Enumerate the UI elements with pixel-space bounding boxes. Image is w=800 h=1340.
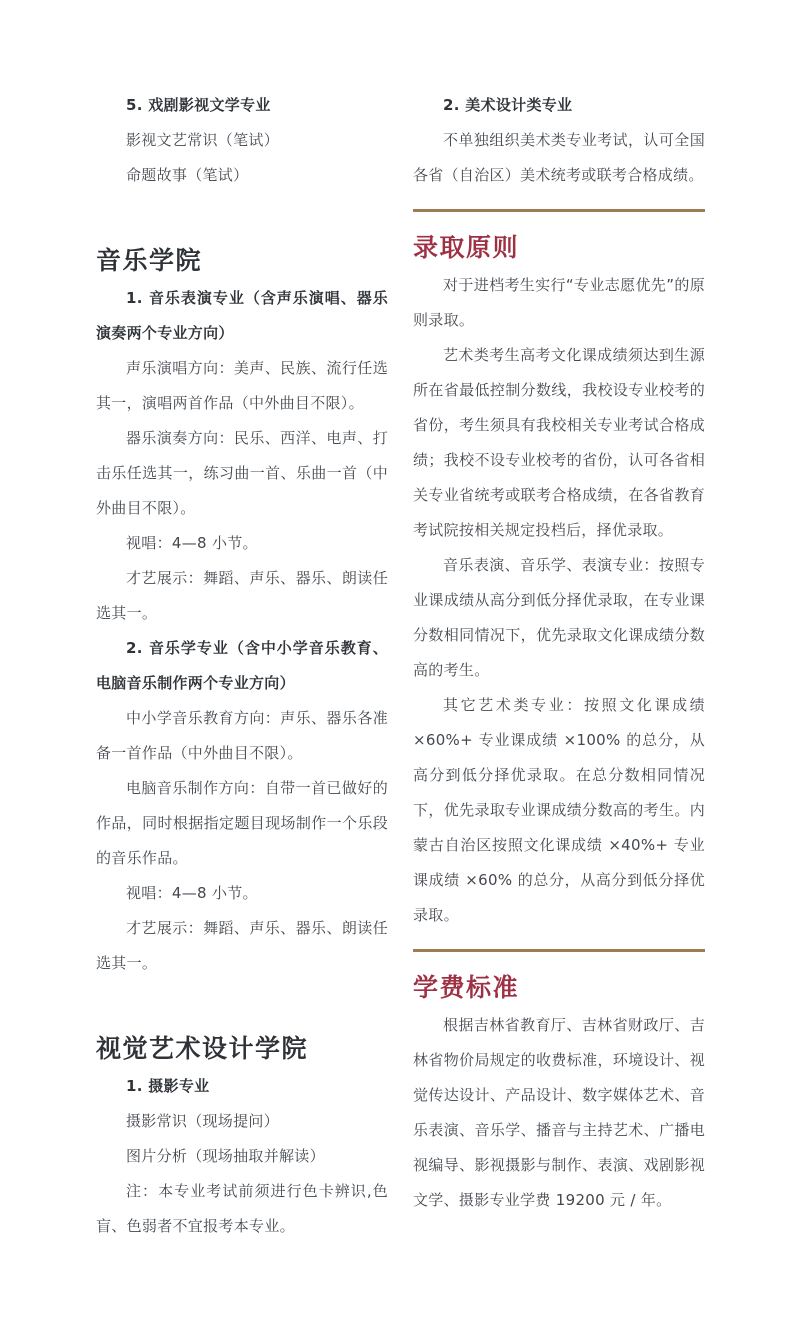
talent-show-item: 才艺展示：舞蹈、声乐、器乐、朗读任选其一。 [96, 569, 388, 622]
music-performance-major-heading: 1. 音乐表演专业（含声乐演唱、器乐演奏两个专业方向） [96, 289, 388, 342]
tuition-fee-paragraph: 根据吉林省教育厅、吉林省财政厅、吉林省物价局规定的收费标准，环境设计、视觉传达设计、产品设计、数字媒体艺术、音乐表演、音乐学、播音与主持艺术、广播电视编导、影视摄影与制作、表演、戏剧影视文学、摄影专业学费 19200 元 / 年。 [413, 1016, 705, 1209]
sight-singing-item: 视唱：4—8 小节。 [126, 884, 258, 902]
exam-item-themed-story: 命题故事（笔试） [126, 166, 249, 184]
visual-art-design-college-heading: 视觉艺术设计学院 [96, 1034, 309, 1063]
music-college-heading: 音乐学院 [96, 246, 203, 275]
vocal-direction-paragraph: 声乐演唱方向：美声、民族、流行任选其一，演唱两首作品（中外曲目不限）。 [96, 359, 388, 412]
computer-music-paragraph: 电脑音乐制作方向：自带一首已做好的作品，同时根据指定题目现场制作一个乐段的音乐作品。 [96, 779, 388, 867]
culture-score-requirement-paragraph: 艺术类考生高考文化课成绩须达到生源所在省最低控制分数线，我校设专业校考的省份，考生须具有我校相关专业考试合格成绩；我校不设专业校考的省份，认可各省相关专业省统考或联考合格成绩，在各省教育考试院按相关规定投档后，择优录取。 [413, 346, 705, 539]
instrument-direction-paragraph: 器乐演奏方向：民乐、西洋、电声、打击乐任选其一，练习曲一首、乐曲一首（中外曲目不限）。 [96, 429, 388, 517]
exam-item-photography-knowledge: 摄影常识（现场提问） [126, 1112, 280, 1130]
talent-show-item: 才艺展示：舞蹈、声乐、器乐、朗读任选其一。 [96, 919, 388, 972]
art-design-recognition-paragraph: 不单独组织美术类专业考试，认可全国各省（自治区）美术统考或联考合格成绩。 [413, 131, 705, 184]
exam-item-film-literary-knowledge: 影视文艺常识（笔试） [126, 131, 280, 149]
other-art-majors-admission-paragraph: 其它艺术类专业：按照文化课成绩 ×60%+ 专业课成绩 ×100% 的总分，从高分到低分择优录取。在总分数相同情况下，优先录取专业课成绩分数高的考生。内蒙古自治区按照文化课成绩 ×40%+ 专业课成绩 ×60% 的总分，从高分到低分择优录取。 [413, 696, 705, 924]
exam-item-picture-analysis: 图片分析（现场抽取并解读） [126, 1147, 325, 1165]
musicology-major-heading: 2. 音乐学专业（含中小学音乐教育、电脑音乐制作两个专业方向） [96, 639, 388, 692]
drama-film-literature-major-heading: 5. 戏剧影视文学专业 [126, 96, 271, 114]
art-design-majors-heading: 2. 美术设计类专业 [443, 96, 573, 114]
music-majors-admission-paragraph: 音乐表演、音乐学、表演专业：按照专业课成绩从高分到低分择优录取，在专业课分数相同情况下，优先录取文化课成绩分数高的考生。 [413, 556, 705, 679]
major-priority-paragraph: 对于进档考生实行“专业志愿优先”的原则录取。 [413, 276, 705, 329]
photography-major-heading: 1. 摄影专业 [126, 1077, 210, 1095]
section-divider [413, 949, 705, 952]
right-column [413, 88, 705, 1218]
sight-singing-item: 视唱：4—8 小节。 [126, 534, 258, 552]
school-music-education-paragraph: 中小学音乐教育方向：声乐、器乐各准备一首作品（中外曲目不限）。 [96, 709, 388, 762]
tuition-standard-heading: 学费标准 [413, 973, 520, 1002]
admission-principles-heading: 录取原则 [413, 233, 520, 262]
color-blindness-note-paragraph: 注：本专业考试前须进行色卡辨识,色盲、色弱者不宜报考本专业。 [96, 1182, 388, 1235]
left-column [96, 88, 388, 1244]
section-divider [413, 209, 705, 212]
